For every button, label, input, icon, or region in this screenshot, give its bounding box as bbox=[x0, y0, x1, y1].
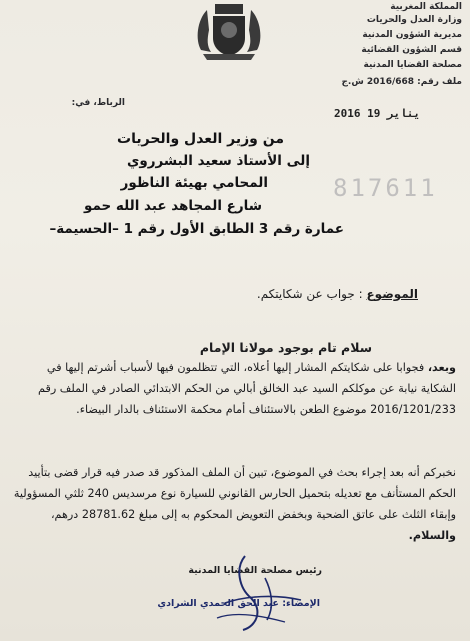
date-stamp: 2016 يناير 19 bbox=[334, 107, 421, 120]
body-paragraph-2 bbox=[10, 462, 456, 546]
handwritten-signature bbox=[205, 548, 315, 638]
place-label: الرباط، في: bbox=[71, 98, 125, 108]
signatory-name: الإمضاء: عبد الحق الحمدي الشرادي bbox=[157, 598, 320, 609]
subject-label: الموضوع bbox=[366, 287, 418, 301]
header-service: مصلحة القضايا المدنية bbox=[363, 60, 462, 70]
recipient-line-3: شارع المجاهد عبد الله حمو bbox=[83, 198, 262, 214]
subject-text: جواب عن شكايتكم. bbox=[256, 287, 355, 301]
registration-stamp: 817611 bbox=[333, 174, 438, 202]
header-division: قسم الشؤون القضائية bbox=[361, 45, 462, 55]
recipient-line-2: المحامي بهيئة الناظور bbox=[120, 175, 268, 191]
subject-line bbox=[257, 287, 418, 301]
closing-salutation: والسلام. bbox=[408, 529, 456, 542]
recipient-line-4: عمارة رقم 3 الطابق الأول رقم 1 –الحسيمة– bbox=[49, 221, 344, 237]
signatory-title: رئيس مصلحة القضايا المدنية bbox=[188, 565, 322, 576]
file-number: ملف رقم: 2016/668 ش.ج bbox=[341, 77, 462, 87]
sender-line: من وزير العدل والحريات bbox=[117, 131, 284, 147]
header-kingdom: المملكة المغربية bbox=[390, 2, 462, 12]
subject-colon: : bbox=[358, 287, 363, 301]
header-directorate: مديرية الشؤون المدنية bbox=[362, 30, 462, 40]
body-paragraph-1 bbox=[10, 357, 456, 420]
coat-of-arms-emblem bbox=[193, 0, 265, 62]
paragraph-2-text: نخبركم أنه بعد إجراء بحث في الموضوع، تبين أن الملف المذكور قد صدر فيه قرار قضى بتأييد الحكم المستأنف مع تعديله بتحميل الحارس القانوني للسيارة نوع مرسديس 240 ثلثي المسؤولية وإبقاء الثلث على عاتق الضحية وبخفض التعويض المحكوم به إلى مبلغ 28781.62 درهم، bbox=[13, 466, 456, 521]
paragraph-1-lead: وبعد، bbox=[427, 361, 456, 374]
greeting: سلام تام بوجود مولانا الإمام bbox=[199, 340, 372, 355]
recipient-line-1: إلى الأستاذ سعيد البشرروي bbox=[126, 153, 310, 169]
paragraph-1-text: فجوابا على شكايتكم المشار إليها أعلاه، التي تتظلمون فيها لأسباب أشرتم إليها في الشكاية نيابة عن موكلكم السيد عبد الخالق أبالي من الحكم الابتدائي الصادر في الملف رقم 2016/1201/233 موضوع الطعن بالاستئناف أمام محكمة الاستئناف بالدار البيضاء. bbox=[38, 361, 456, 416]
header-ministry: وزارة العدل والحريات bbox=[366, 15, 462, 25]
